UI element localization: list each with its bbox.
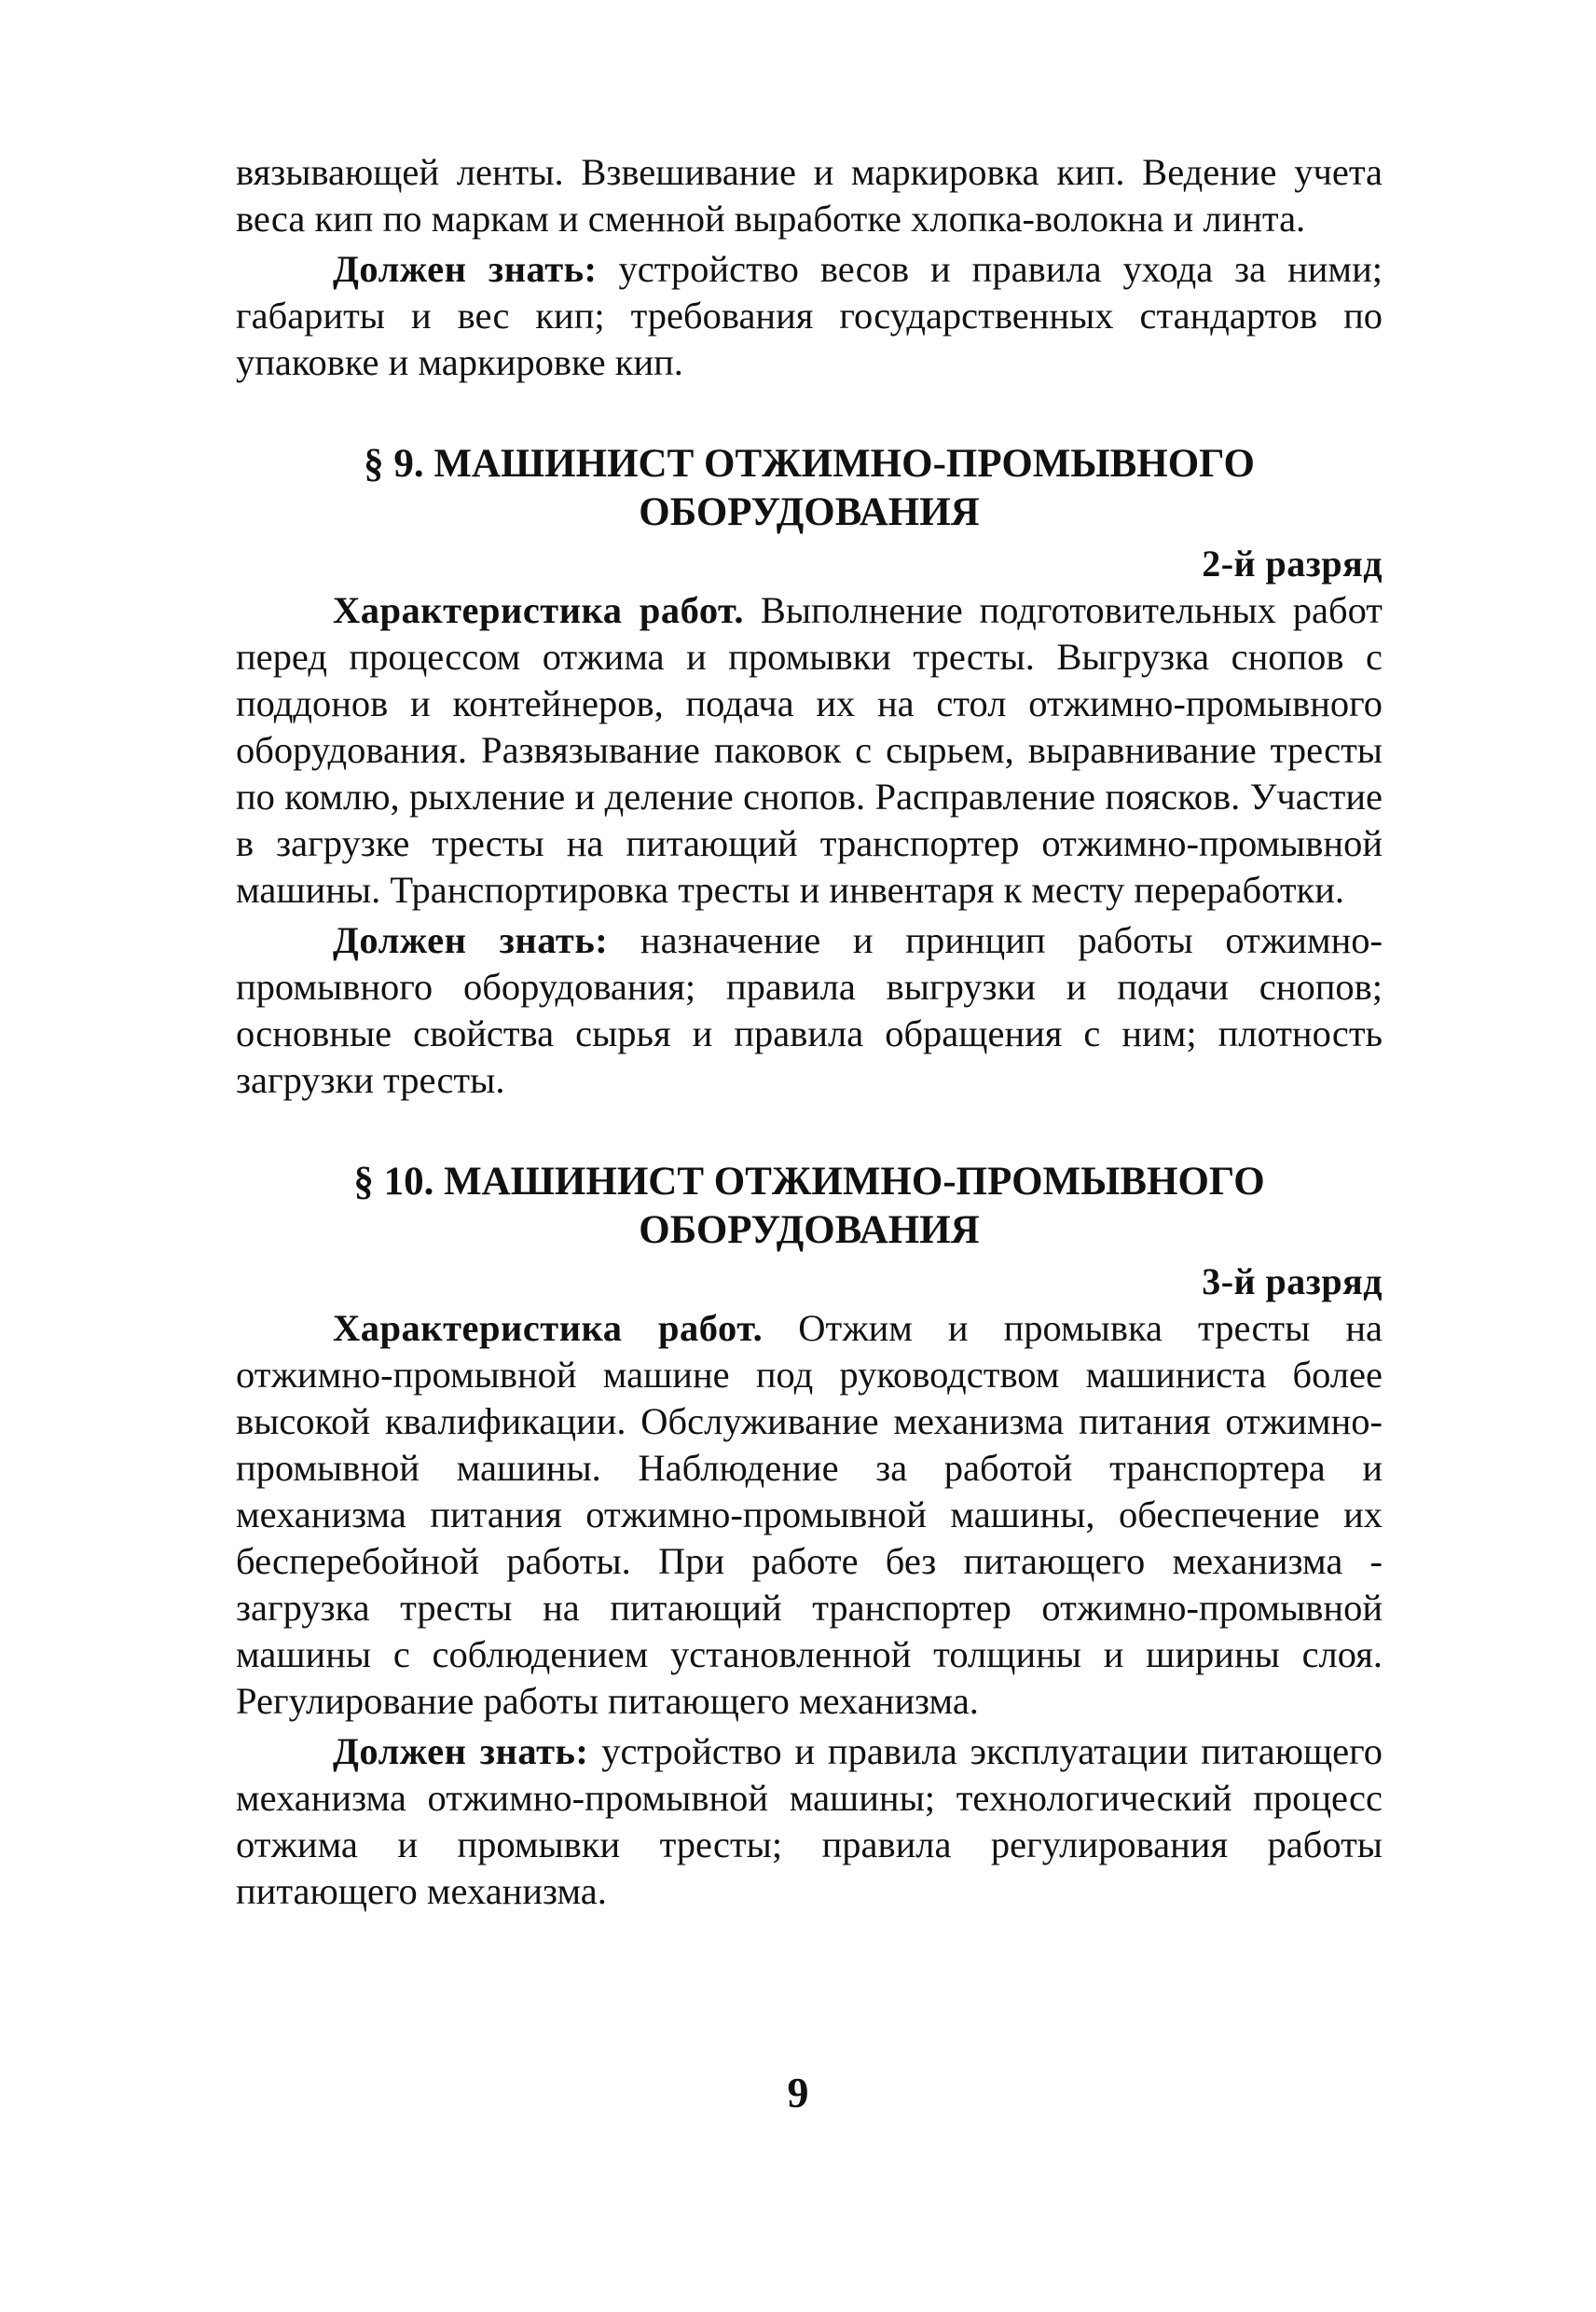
section-10 (236, 1158, 1383, 1915)
knowledge-lead: Должен знать: (333, 1730, 589, 1772)
characteristic-lead: Характеристика работ. (333, 1307, 764, 1349)
section-9 (236, 440, 1383, 1104)
section-title (236, 440, 1383, 537)
section-title-line-2: ОБОРУДОВАНИЯ (639, 490, 980, 534)
intro-knowledge-paragraph (236, 246, 1383, 386)
page-number: 9 (787, 2069, 809, 2116)
intro-continuation-paragraph: вязывающей ленты. Взвешивание и маркировка кип. Ведение учета веса кип по маркам и сменной выработке хлопка-волокна и линта. (236, 151, 1383, 240)
section-grade: 3-й разряд (1202, 1260, 1383, 1302)
knowledge-lead: Должен знать: (333, 248, 598, 290)
section-grade: 2-й разряд (1202, 543, 1383, 585)
characteristic-text: Выполнение подготовительных работ перед процессом отжима и промывки тресты. Выгрузка снопов с поддонов и контейнеров, подача их на стол отжимно-промывного оборудования. Развязывание паковок с сырьем, выравнивание тресты по комлю, рыхление и деление снопов. Расправление поясков. Участие в загрузке тресты на питающий транспортер отжимно-промывной машины. Транспортировка тресты и инвентаря к месту переработки. (236, 589, 1383, 911)
knowledge-text: устройство и правила эксплуатации питающего механизма отжимно-промывной машины; технологический процесс отжима и промывки тресты; правила регулирования работы питающего механизма. (236, 1730, 1383, 1912)
knowledge-paragraph (236, 1728, 1383, 1915)
document-page (236, 149, 1383, 1915)
knowledge-lead: Должен знать: (333, 919, 609, 961)
section-title-line-1: § 10. МАШИНИСТ ОТЖИМНО-ПРОМЫВНОГО (353, 1160, 1265, 1204)
knowledge-paragraph (236, 917, 1383, 1104)
knowledge-text: назначение и принцип работы отжимно-промывного оборудования; правила выгрузки и подачи снопов; основные свойства сырья и правила обращения с ним; плотность загрузки тресты. (236, 919, 1383, 1101)
characteristic-paragraph (236, 1305, 1383, 1725)
section-title (236, 1158, 1383, 1255)
knowledge-text: устройство весов и правила ухода за ними; габариты и вес кип; требования государственных стандартов по упаковке и маркировке кип. (236, 248, 1383, 383)
characteristic-lead: Характеристика работ. (333, 589, 745, 631)
characteristic-text: Отжим и промывка тресты на отжимно-промывной машине под руководством машиниста более высокой квалификации. Обслуживание механизма питания отжимно-промывной машины. Наблюдение за работой транспортера и механизма питания отжимно-промывной машины, обеспечение их бесперебойной работы. При работе без питающего механизма - загрузка тресты на питающий транспортер отжимно-промывной машины с соблюдением установленной толщины и ширины слоя. Регулирование работы питающего механизма. (236, 1307, 1383, 1722)
section-title-line-2: ОБОРУДОВАНИЯ (639, 1208, 980, 1252)
section-title-line-1: § 9. МАШИНИСТ ОТЖИМНО-ПРОМЫВНОГО (364, 442, 1255, 486)
characteristic-paragraph (236, 587, 1383, 914)
